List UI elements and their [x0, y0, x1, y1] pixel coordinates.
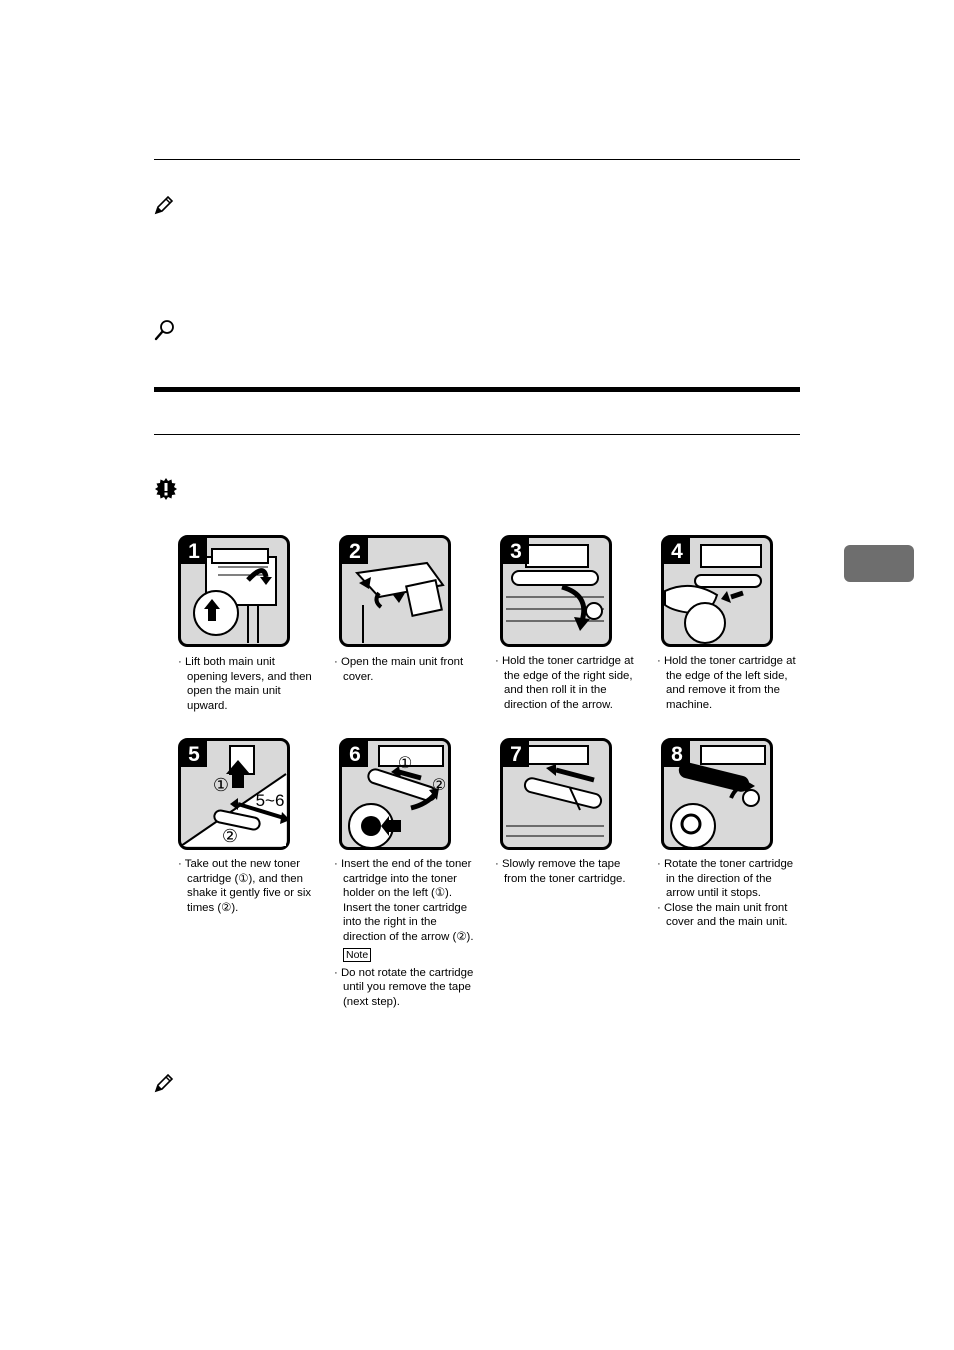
pencil-note-icon — [152, 193, 176, 217]
section-rule-thin — [154, 434, 800, 435]
magnifier-reference-icon — [153, 318, 177, 342]
step-4-line: · Hold the toner cartridge at the edge of the left side, and remove it from the machine. — [657, 655, 796, 711]
step-7-number: 7 — [510, 743, 522, 766]
step-5-number: 5 — [188, 743, 200, 766]
step-2-illustration — [339, 535, 451, 647]
step-5-illustration — [178, 738, 290, 850]
step-8-number: 8 — [671, 743, 683, 766]
step-8-text — [657, 857, 797, 930]
pencil-note-icon — [152, 1071, 176, 1095]
step-1-line: · Lift both main unit opening levers, and then open the main unit upward. — [178, 656, 312, 712]
step-7-text — [495, 857, 635, 886]
step-5-label-2: ② — [221, 826, 239, 847]
step-6-note-line: · Do not rotate the cartridge until you remove the tape (next step). — [334, 966, 474, 1008]
chapter-tab — [844, 545, 914, 582]
step-3-line: · Hold the toner cartridge at the edge of the right side, and then roll it in the direction of the arrow. — [495, 655, 634, 711]
step-6-illustration — [339, 738, 451, 850]
step-6-text — [334, 857, 474, 1009]
step-8-line-2: · Close the main unit front cover and the main unit. — [657, 901, 788, 929]
step-5-text — [178, 857, 318, 915]
step-2-number: 2 — [349, 540, 361, 563]
step-8-line-1: · Rotate the toner cartridge in the direction of the arrow until it stops. — [657, 858, 794, 900]
note-label: Note — [343, 948, 371, 962]
step-4-text — [657, 654, 797, 712]
step-3-number: 3 — [510, 540, 522, 563]
step-5-label-shakes: 5~6 — [255, 791, 285, 810]
step-5-label-1: ① — [212, 775, 230, 796]
step-8-illustration — [661, 738, 773, 850]
step-3-illustration — [500, 535, 612, 647]
step-1-illustration — [178, 535, 290, 647]
step-1-number: 1 — [188, 540, 200, 563]
step-2-text — [334, 655, 474, 684]
step-4-number: 4 — [671, 540, 683, 563]
step-2-line: · Open the main unit front cover. — [334, 656, 464, 683]
step-6-number: 6 — [349, 743, 361, 766]
step-3-text — [495, 654, 635, 712]
important-badge-icon — [154, 477, 178, 501]
step-7-illustration — [500, 738, 612, 850]
step-5-line: · Take out the new toner cartridge (①), and then shake it gently five or six times (②). — [178, 858, 312, 914]
step-7-line: · Slowly remove the tape from the toner cartridge. — [495, 858, 626, 885]
step-6-label-2: ② — [431, 775, 447, 794]
step-6-line: · Insert the end of the toner cartridge into the toner holder on the left (①). Insert the toner cartridge into the right in the direction of the arrow (②). — [334, 858, 474, 943]
step-1-text — [178, 655, 318, 713]
step-6-label-1: ① — [397, 753, 413, 772]
section-rule-thick — [154, 387, 800, 392]
step-4-illustration — [661, 535, 773, 647]
header-rule — [154, 159, 800, 160]
